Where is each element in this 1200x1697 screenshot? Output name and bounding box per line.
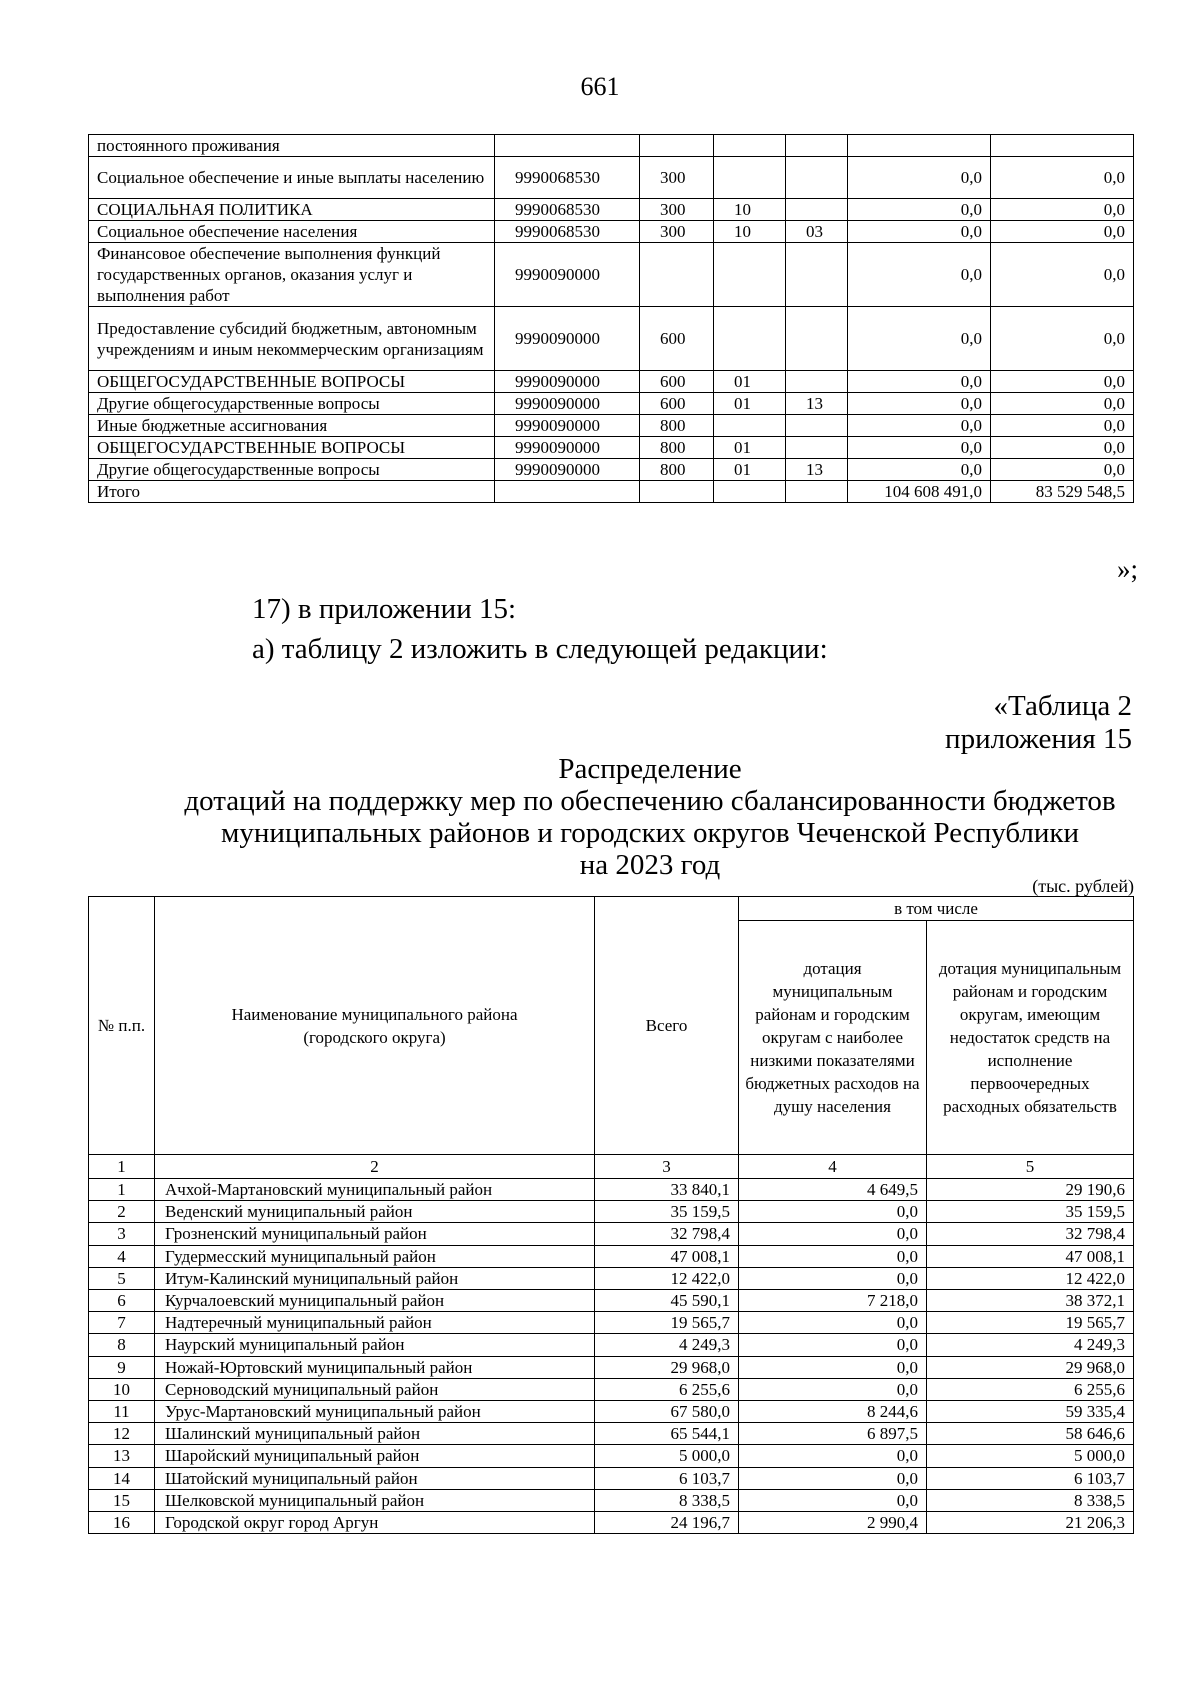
row-number: 8 [89,1334,155,1356]
row-name: ОБЩЕГОСУДАРСТВЕННЫЕ ВОПРОСЫ [89,437,495,459]
row-amount-year2: 0,0 [991,437,1134,459]
row-expense-type: 300 [640,221,714,243]
row-district-name: Ножай-Юртовский муниципальный район [155,1356,595,1378]
row-target-code: 9990068530 [495,221,640,243]
row-expense-type: 600 [640,371,714,393]
row-section: 01 [714,459,786,481]
row-total: 12 422,0 [595,1267,739,1289]
row-subsection [786,437,848,459]
column-number: 5 [927,1155,1134,1179]
row-subsection [786,135,848,157]
table-row [89,221,1134,243]
row-subsection [786,243,848,307]
table-row [89,1423,1134,1445]
row-district-name: Шелковской муниципальный район [155,1489,595,1511]
row-number: 6 [89,1290,155,1312]
row-subsection: 03 [786,221,848,243]
row-total: 32 798,4 [595,1223,739,1245]
row-target-code: 9990068530 [495,199,640,221]
heading-line1: Распределение [558,753,742,785]
row-target-code: 9990090000 [495,459,640,481]
row-expense-type [640,243,714,307]
row-amount-year2: 0,0 [991,157,1134,199]
row-number: 12 [89,1423,155,1445]
table-row [89,1179,1134,1201]
row-amount-year1: 0,0 [848,243,991,307]
row-col4-amount: 0,0 [739,1334,927,1356]
item-a-text: а) таблицу 2 изложить в следующей редакции: [252,633,828,665]
row-section: 01 [714,371,786,393]
row-col5-amount: 47 008,1 [927,1245,1134,1267]
row-section: 10 [714,199,786,221]
table-row [89,1445,1134,1467]
row-target-code: 9990090000 [495,371,640,393]
row-number: 15 [89,1489,155,1511]
row-target-code: 9990090000 [495,437,640,459]
table-row [89,1290,1134,1312]
row-amount-year2: 0,0 [991,307,1134,371]
row-amount-year1: 0,0 [848,437,991,459]
row-subsection [786,199,848,221]
row-target-code: 9990090000 [495,243,640,307]
row-target-code [495,135,640,157]
table-row [89,459,1134,481]
column-number: 2 [155,1155,595,1179]
row-col4-amount: 8 244,6 [739,1401,927,1423]
table-row [89,157,1134,199]
row-district-name: Надтеречный муниципальный район [155,1312,595,1334]
row-total: 67 580,0 [595,1401,739,1423]
row-amount-year2: 0,0 [991,221,1134,243]
row-amount-year1: 0,0 [848,415,991,437]
header-col5: дотация муниципальным районам и городским округам, имеющим недостаток средств на исполнение первоочередных расходных обязательств [927,921,1134,1155]
row-col5-amount: 58 646,6 [927,1423,1134,1445]
heading-line3: муниципальных районов и городских округов Чеченской Республики [220,817,1079,849]
row-col5-amount: 38 372,1 [927,1290,1134,1312]
row-amount-year2: 0,0 [991,393,1134,415]
row-col4-amount: 7 218,0 [739,1290,927,1312]
row-section [714,415,786,437]
row-total: 47 008,1 [595,1245,739,1267]
row-number: 1 [89,1179,155,1201]
row-amount-year1 [848,135,991,157]
row-district-name: Урус-Мартановский муниципальный район [155,1401,595,1423]
row-amount-year1: 0,0 [848,393,991,415]
row-total: 4 249,3 [595,1334,739,1356]
units-label: (тыс. рублей) [1032,876,1134,896]
row-name: Иные бюджетные ассигнования [89,415,495,437]
row-subsection [786,415,848,437]
row-district-name: Городской округ город Аргун [155,1512,595,1534]
row-name: ОБЩЕГОСУДАРСТВЕННЫЕ ВОПРОСЫ [89,371,495,393]
row-amount-year2: 0,0 [991,459,1134,481]
heading-line4: на 2023 год [579,849,721,881]
row-section: 10 [714,221,786,243]
table-row [89,1401,1134,1423]
row-amount-year1: 0,0 [848,221,991,243]
row-section [714,243,786,307]
table-row [89,243,1134,307]
row-amount-year2 [991,135,1134,157]
table-row [89,1312,1134,1334]
row-number: 3 [89,1223,155,1245]
row-total: 19 565,7 [595,1312,739,1334]
table-label-line2: приложения 15 [945,723,1132,755]
table-row [89,1512,1134,1534]
row-expense-type: 300 [640,199,714,221]
row-total: 65 544,1 [595,1423,739,1445]
table-row [89,1245,1134,1267]
row-number: 4 [89,1245,155,1267]
header-total: Всего [595,897,739,1155]
row-name: Социальное обеспечение населения [89,221,495,243]
row-name: СОЦИАЛЬНАЯ ПОЛИТИКА [89,199,495,221]
row-col4-amount: 2 990,4 [739,1512,927,1534]
table-row [89,135,1134,157]
row-number: 2 [89,1201,155,1223]
empty-cell [495,481,640,503]
row-subsection: 13 [786,459,848,481]
row-expense-type: 600 [640,393,714,415]
row-subsection [786,307,848,371]
row-total: 33 840,1 [595,1179,739,1201]
row-section: 01 [714,393,786,415]
row-total: 35 159,5 [595,1201,739,1223]
total-label: Итого [89,481,495,503]
row-col4-amount: 0,0 [739,1467,927,1489]
row-name: Предоставление субсидий бюджетным, автономным учреждениям и иным некоммерческим организациям [89,307,495,371]
table-row [89,415,1134,437]
table-row [89,1378,1134,1400]
row-col5-amount: 12 422,0 [927,1267,1134,1289]
row-col4-amount: 0,0 [739,1267,927,1289]
row-col4-amount: 0,0 [739,1312,927,1334]
row-total: 6 255,6 [595,1378,739,1400]
row-col4-amount: 0,0 [739,1445,927,1467]
row-col5-amount: 35 159,5 [927,1201,1134,1223]
table-row [89,437,1134,459]
row-number: 5 [89,1267,155,1289]
row-total: 5 000,0 [595,1445,739,1467]
row-total: 24 196,7 [595,1512,739,1534]
row-district-name: Курчалоевский муниципальный район [155,1290,595,1312]
row-expense-type: 800 [640,437,714,459]
row-expense-type: 300 [640,157,714,199]
row-subsection: 13 [786,393,848,415]
row-district-name: Веденский муниципальный район [155,1201,595,1223]
row-subsection [786,157,848,199]
row-amount-year1: 0,0 [848,371,991,393]
row-col4-amount: 0,0 [739,1223,927,1245]
empty-cell [714,481,786,503]
row-number: 7 [89,1312,155,1334]
row-number: 10 [89,1378,155,1400]
total-amount-year1: 104 608 491,0 [848,481,991,503]
row-total: 29 968,0 [595,1356,739,1378]
row-section [714,307,786,371]
row-col5-amount: 6 103,7 [927,1467,1134,1489]
table-row [89,393,1134,415]
row-total: 6 103,7 [595,1467,739,1489]
header-name: Наименование муниципального района (городского округа) [155,897,595,1155]
table-row [89,1267,1134,1289]
row-col5-amount: 8 338,5 [927,1489,1134,1511]
row-number: 11 [89,1401,155,1423]
table-row [89,199,1134,221]
heading-line2: дотаций на поддержку мер по обеспечению сбалансированности бюджетов [184,785,1116,817]
row-expense-type: 800 [640,459,714,481]
row-amount-year2: 0,0 [991,371,1134,393]
budget-table-continuation [88,134,1134,503]
row-district-name: Итум-Калинский муниципальный район [155,1267,595,1289]
row-number: 9 [89,1356,155,1378]
table-row [89,1467,1134,1489]
header-number: № п.п. [89,897,155,1155]
row-number: 14 [89,1467,155,1489]
row-target-code: 9990090000 [495,307,640,371]
row-name: Социальное обеспечение и иные выплаты населению [89,157,495,199]
row-col4-amount: 0,0 [739,1356,927,1378]
row-name: постоянного проживания [89,135,495,157]
row-amount-year1: 0,0 [848,199,991,221]
column-number: 3 [595,1155,739,1179]
row-col5-amount: 5 000,0 [927,1445,1134,1467]
row-expense-type: 600 [640,307,714,371]
closing-quote: »; [1116,554,1138,584]
total-row [89,481,1134,503]
column-number: 4 [739,1155,927,1179]
row-number: 13 [89,1445,155,1467]
row-col5-amount: 21 206,3 [927,1512,1134,1534]
row-amount-year2: 0,0 [991,199,1134,221]
table-row [89,307,1134,371]
row-col5-amount: 4 249,3 [927,1334,1134,1356]
row-section [714,157,786,199]
row-amount-year1: 0,0 [848,307,991,371]
table-row [89,1334,1134,1356]
row-amount-year2: 0,0 [991,415,1134,437]
row-col4-amount: 0,0 [739,1489,927,1511]
header-col4: дотация муниципальным районам и городским округам с наиболее низкими показателями бюджетных расходов на душу населения [739,921,927,1155]
row-district-name: Грозненский муниципальный район [155,1223,595,1245]
table-row [89,1223,1134,1245]
item-17-text: 17) в приложении 15: [252,593,517,625]
page-number: 661 [580,72,620,101]
distribution-table [88,896,1134,1534]
header-including: в том числе [739,897,1134,921]
row-col5-amount: 59 335,4 [927,1401,1134,1423]
row-target-code: 9990068530 [495,157,640,199]
row-col4-amount: 0,0 [739,1245,927,1267]
empty-cell [786,481,848,503]
row-col4-amount: 0,0 [739,1201,927,1223]
row-target-code: 9990090000 [495,415,640,437]
total-amount-year2: 83 529 548,5 [991,481,1134,503]
row-district-name: Шаройский муниципальный район [155,1445,595,1467]
row-district-name: Шатойский муниципальный район [155,1467,595,1489]
row-target-code: 9990090000 [495,393,640,415]
row-expense-type [640,135,714,157]
row-col5-amount: 32 798,4 [927,1223,1134,1245]
table-label-line1: «Таблица 2 [993,690,1132,722]
row-col5-amount: 29 190,6 [927,1179,1134,1201]
row-district-name: Ачхой-Мартановский муниципальный район [155,1179,595,1201]
column-number: 1 [89,1155,155,1179]
row-col4-amount: 4 649,5 [739,1179,927,1201]
row-amount-year2: 0,0 [991,243,1134,307]
row-expense-type: 800 [640,415,714,437]
row-section [714,135,786,157]
row-section: 01 [714,437,786,459]
row-col5-amount: 6 255,6 [927,1378,1134,1400]
row-district-name: Шалинский муниципальный район [155,1423,595,1445]
row-subsection [786,371,848,393]
row-district-name: Гудермесский муниципальный район [155,1245,595,1267]
row-total: 45 590,1 [595,1290,739,1312]
empty-cell [640,481,714,503]
row-total: 8 338,5 [595,1489,739,1511]
row-col4-amount: 0,0 [739,1378,927,1400]
table-row [89,1356,1134,1378]
row-col4-amount: 6 897,5 [739,1423,927,1445]
row-name: Другие общегосударственные вопросы [89,393,495,415]
row-amount-year1: 0,0 [848,459,991,481]
table-row [89,1489,1134,1511]
row-number: 16 [89,1512,155,1534]
row-district-name: Серноводский муниципальный район [155,1378,595,1400]
row-col5-amount: 29 968,0 [927,1356,1134,1378]
row-district-name: Наурский муниципальный район [155,1334,595,1356]
row-name: Другие общегосударственные вопросы [89,459,495,481]
row-amount-year1: 0,0 [848,157,991,199]
table-row [89,371,1134,393]
row-col5-amount: 19 565,7 [927,1312,1134,1334]
table-row [89,1201,1134,1223]
row-name: Финансовое обеспечение выполнения функций государственных органов, оказания услуг и выполнения работ [89,243,495,307]
